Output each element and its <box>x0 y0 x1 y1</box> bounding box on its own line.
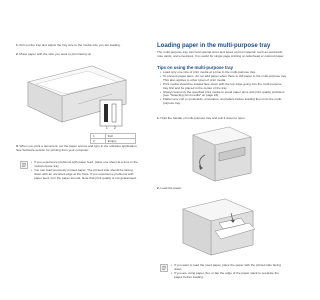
note-icon <box>160 264 168 272</box>
step-number: 1. <box>157 116 160 120</box>
tip-item: • To prevent paper jams, do not add paper when there is still paper in the multi-purpose tray. This also applies to other types of print media. <box>160 75 287 83</box>
svg-text:2: 2 <box>114 126 116 130</box>
step-text: Pull out the tray and adjust the tray size to the media size you are loading. <box>19 43 121 47</box>
tip-item: • Print media should be loaded face down with the top edge going into the multi-purpose tray first and be placed in the center of the tray. <box>160 83 287 91</box>
legend-label: Full <box>105 134 135 139</box>
svg-text:1: 1 <box>106 126 108 130</box>
legend-label: Empty <box>105 139 135 144</box>
section-intro: The multi-purpose tray can hold special sizes and types of print material, such as postcards, note cards, and envelopes. It is useful for single page printing on letterhead or colored paper. <box>157 50 285 58</box>
tip-item: • Load only one size of print media at a time in the multi-purpose tray. <box>160 71 287 75</box>
note-bullet: • If you experience problems with paper feed, place one sheet at a time in the multi-purpose tray. <box>31 161 140 169</box>
step-text: Load the paper. <box>160 186 182 190</box>
right-step-2 <box>157 187 287 191</box>
load-paper-illustration <box>175 193 261 257</box>
left-step-1 <box>16 44 136 48</box>
left-step-3 <box>16 145 138 153</box>
indicator-legend <box>90 133 136 144</box>
legend-number: 1 <box>91 134 106 139</box>
printer-open-tray-illustration <box>185 125 257 183</box>
tips-list <box>160 71 287 106</box>
step-number: 2. <box>16 52 19 56</box>
note-bullet: • If you want to load the used paper, place the paper with the printed side facing down. <box>171 264 288 272</box>
note-bullet: • If you are using paper, flex or fan the edge of the paper stack to separate the pages before loading. <box>171 272 288 280</box>
tip-item: • Always load only the specified print media to avoid paper jams and print quality problems (see "Selecting print media" on page 24). <box>160 91 287 99</box>
note-bullet: • You can load previously printed paper. The printed side should be facing down with an uncurled edge at the front. If you experience problems with paper feed, turn the paper around. Note that print quality is not guaranteed. <box>31 169 140 181</box>
paper-tray-illustration <box>22 60 140 130</box>
step-number: 3. <box>16 144 19 148</box>
step-number: 2. <box>157 186 160 190</box>
left-step-2 <box>16 53 136 57</box>
note-bullets <box>31 161 140 181</box>
right-step-1 <box>157 117 287 121</box>
tips-title: Tips on using the multi-purpose tray <box>157 65 234 70</box>
right-note <box>160 264 288 280</box>
tip-item: • Flatten any curl on postcards, envelopes, and labels before loading them into the multi-purpose tray. <box>160 98 287 106</box>
step-text: When you print a document, set the paper source and type in the software application. See Software section for printing from your computer. <box>16 144 138 152</box>
step-number: 1. <box>16 43 19 47</box>
legend-row <box>91 139 136 144</box>
section-title: Loading paper in the multi-purpose tray <box>157 43 271 49</box>
legend-number: 2 <box>91 139 106 144</box>
step-text: Hold the handle of multi-purpose tray and pull it down to open. <box>160 116 246 120</box>
note-bullets <box>171 264 288 280</box>
note-icon <box>20 161 28 169</box>
step-text: Place paper with the side you want to print facing up. <box>19 52 92 56</box>
left-note <box>20 161 140 181</box>
